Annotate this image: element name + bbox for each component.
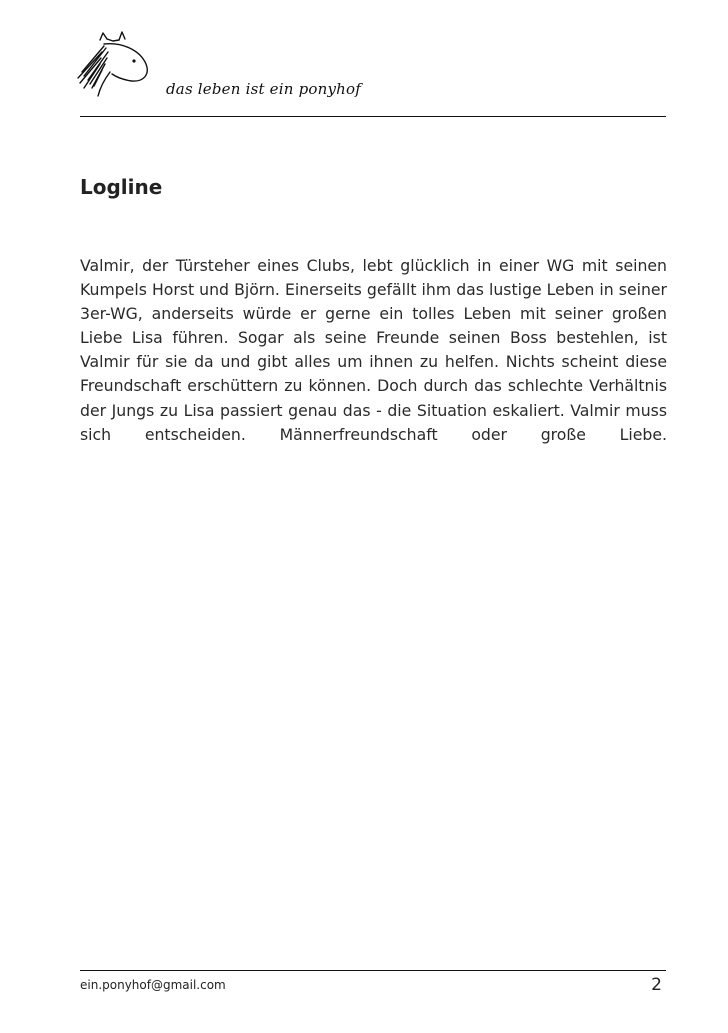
page-number: 2 — [651, 975, 662, 995]
logline-paragraph: Valmir, der Türsteher eines Clubs, lebt glücklich in einer WG mit seinen Kumpels Horst und Björn. Einerseits gefällt ihm das lustige Leben in seiner 3er-WG, anderseits würde er gerne ein tolles Leben mit seiner großen Liebe Lisa führen. Sogar als seine Freunde seinen Boss bestehlen, ist Valmir für sie da und gibt alles um ihnen zu helfen. Nichts scheint diese Freundschaft erschüttern zu können. Doch durch das schlechte Verhältnis der Jungs zu Lisa passiert genau das - die Situation eskaliert. Valmir muss sich entscheiden. Männerfreundschaft oder große Liebe. — [80, 256, 667, 444]
header-divider — [80, 116, 666, 117]
footer-email: ein.ponyhof@gmail.com — [80, 978, 226, 992]
header-tagline: das leben ist ein ponyhof — [166, 80, 361, 98]
footer-divider — [80, 970, 666, 971]
pony-logo-icon — [74, 28, 164, 104]
section-heading: Logline — [80, 175, 163, 199]
